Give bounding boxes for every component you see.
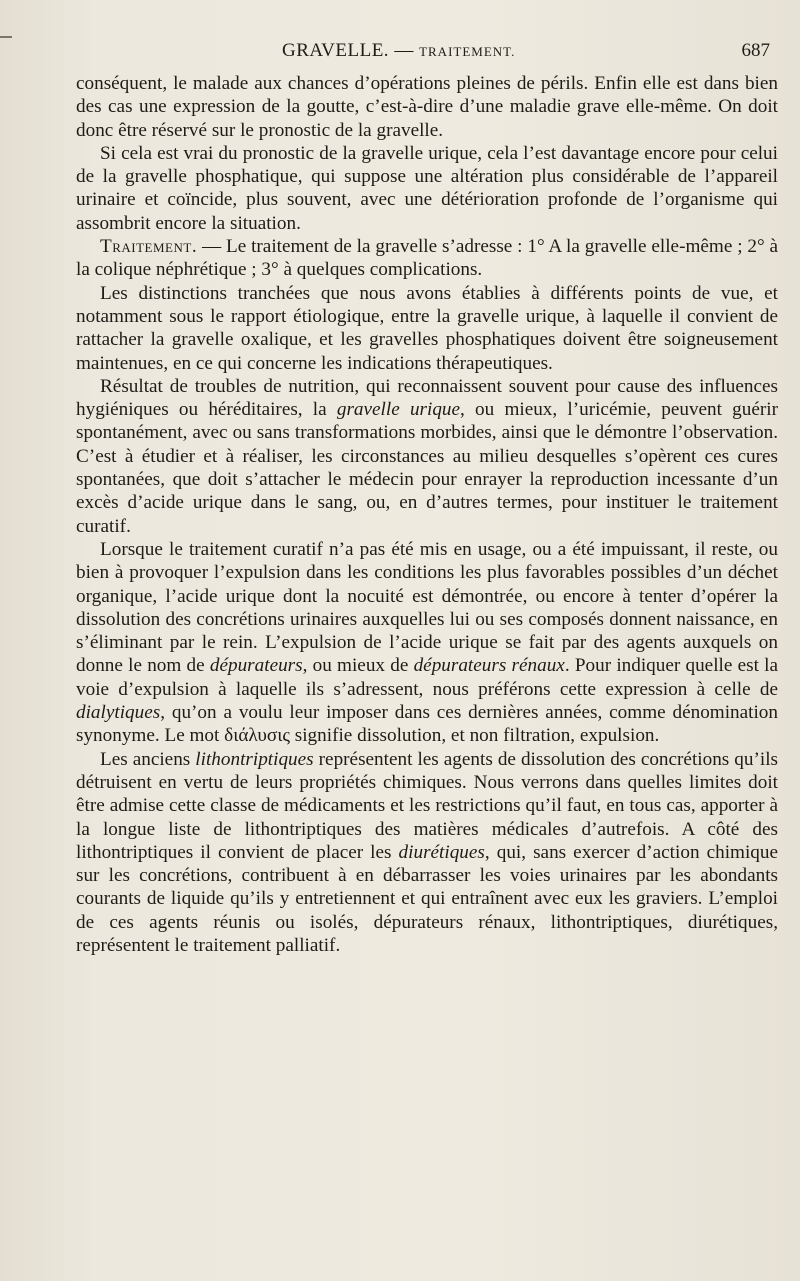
paragraph-lithontriptiques [76, 748, 778, 958]
margin-mark [0, 36, 12, 38]
paragraph-text: , qu’on a voulu leur imposer dans ces dernières années, comme dénomination synonyme. Le mot διάλυσις signifie dissolution, et non filtration, expulsion. [76, 702, 778, 747]
running-head-subtitle: TRAITEMENT. [419, 44, 516, 59]
page-header [76, 38, 778, 72]
paragraph-text: Lorsque le traitement curatif n’a pas été mis en usage, ou a été impuissant, il reste, ou bien à provoquer l’expulsion dans les conditions les plus favorables possibles d’un déchet organique, l’acide urique dont la nocuité est démontrée, ou encore à tenter d’opérer la dissolution des concrétions urinaires auxquelles lui ou ses composés donnent naissance, en s’éliminant par le rein. L’expulsion de l’acide urique se fait par des agents auxquels on donne le nom de [76, 538, 778, 677]
paragraph-text: , qui, sans exercer d’action chimique sur les concrétions, contribuent à en débarrasser les voies urinaires par les abondants courants de liquide qu’ils y entretiennent et qui entraînent avec eux les graviers. L’emploi de ces agents réunis ou isolés, dépurateurs rénaux, lithontriptiques, diurétiques, représentent le traitement palliatif. [76, 841, 778, 956]
paragraph-traitement [76, 235, 778, 282]
paragraph-pronostic [76, 142, 778, 235]
paragraph-text: , ou mieux de [302, 655, 414, 677]
paragraph-text: représentent les agents de dissolution des concrétions qu’ils détruisent en vertu de leurs propriétés chimiques. Nous verrons dans quelles limites doit être admise cette classe de médicaments et les restrictions qu’il faut, en tous cas, apporter à la longue liste de lithontriptiques des matières médicales d’autrefois. A côté des lithontriptiques il convient de placer les [76, 748, 778, 863]
paragraph-text: , ou mieux, l’uricémie, peuvent guérir spontanément, avec ou sans transformations morbides, ainsi que le démontre l’observation. C’est à étudier et à réaliser, les circonstances au milieu desquelles s’opèrent ces cures spontanées, que doit s’attacher le médecin pour enrayer la reproduction incessante d’un excès d’acide urique dans le sang, ou, en d’autres termes, pour instituer le traitement curatif. [76, 399, 778, 537]
paragraph-text: — Le traitement de la gravelle s’adresse : 1° A la gravelle elle-même ; 2° à la colique néphrétique ; 3° à quelques complications. [76, 236, 778, 281]
paragraph-text: . Pour indiquer quelle est la voie d’expulsion à laquelle ils s’adressent, nous préférons cette expression à celle de [76, 655, 778, 700]
paragraph-resultat [76, 375, 778, 538]
paragraph-text: Les anciens [100, 748, 196, 770]
section-label: Traitement. [100, 236, 198, 258]
emphasis-term: dépurateurs [209, 655, 303, 677]
paragraph-continued [76, 72, 778, 142]
page-number: 687 [741, 40, 770, 61]
paragraph-distinctions [76, 282, 778, 375]
running-head-dash: — [394, 40, 414, 61]
running-head-title: GRAVELLE. [282, 40, 390, 61]
body-text [76, 72, 778, 957]
emphasis-term: diurétiques [398, 841, 485, 863]
emphasis-term: dialytiques [76, 702, 161, 724]
paragraph-text: Si cela est vrai du pronostic de la gravelle urique, cela l’est davantage encore pour celui de la gravelle phosphatique, qui suppose une altération plus considérable de l’appareil urinaire et coïncide, plus souvent, avec une détérioration profonde de l’organisme qui assombrit encore la situation. [76, 142, 778, 234]
paragraph-text: Les distinctions tranchées que nous avons établies à différents points de vue, et notamment sous le rapport étiologique, entre la gravelle urique, à laquelle il convient de rattacher la gravelle oxalique, et les gravelles phosphatiques doivent être soigneusement maintenues, en ce qui concerne les indications thérapeutiques. [76, 282, 778, 374]
paragraph-text: conséquent, le malade aux chances d’opérations pleines de périls. Enfin elle est dans bien des cas une expression de la goutte, c’est-à-dire d’une maladie grave elle-même. On doit donc être réservé sur le pronostic de la gravelle. [76, 73, 778, 141]
running-head [282, 40, 515, 62]
paragraph-text: Résultat de troubles de nutrition, qui reconnaissent souvent pour cause des influences hygiéniques ou héréditaires, la [76, 375, 778, 421]
emphasis-term: dépurateurs rénaux [413, 655, 565, 677]
emphasis-term: lithontriptiques [195, 748, 314, 770]
paragraph-traitement-curatif [76, 538, 778, 748]
emphasis-term: gravelle urique [336, 399, 461, 421]
